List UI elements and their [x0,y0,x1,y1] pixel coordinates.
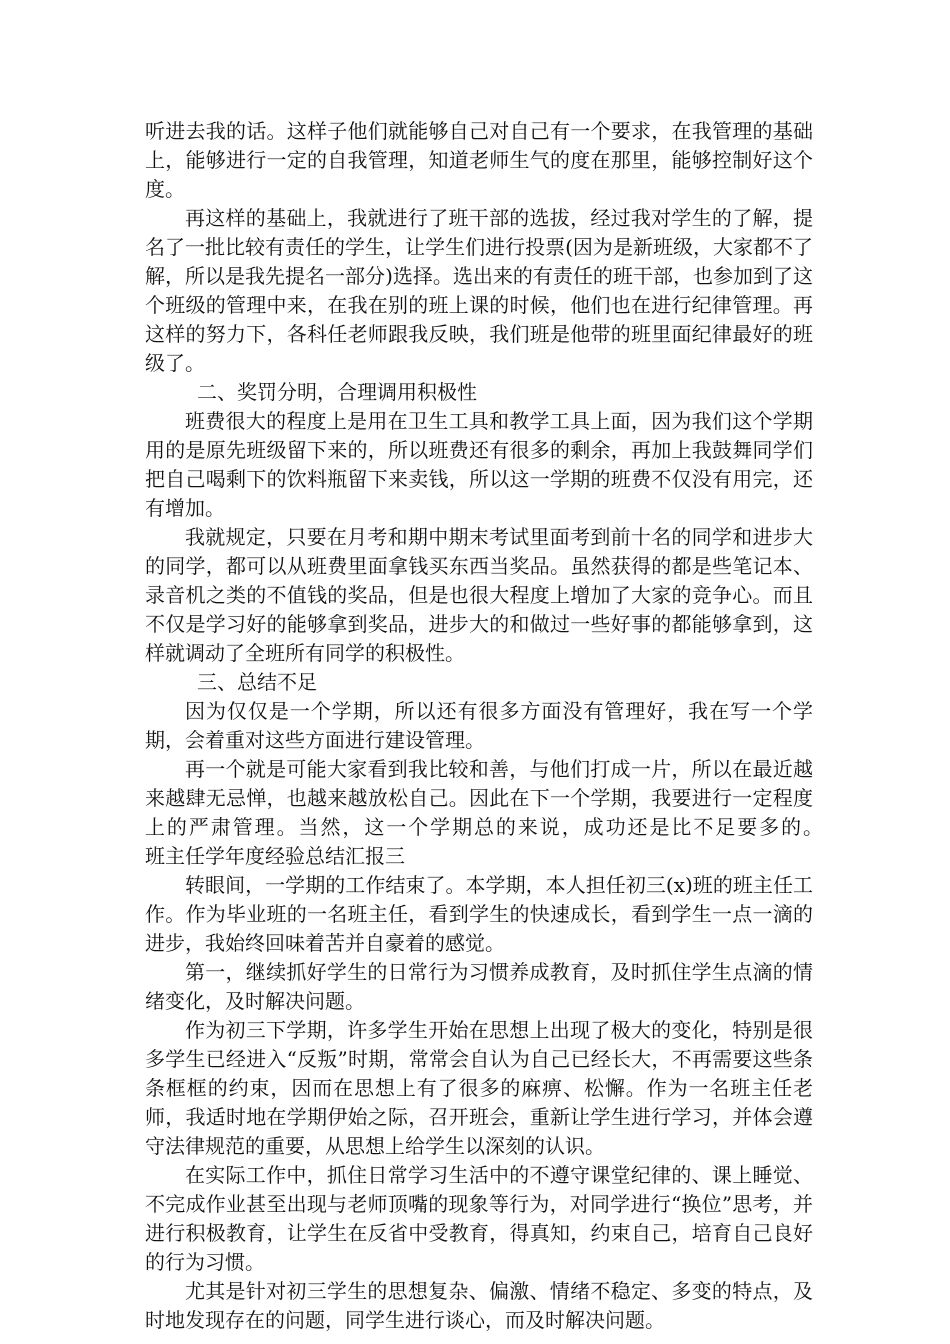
paragraph-10: 在实际工作中，抓住日常学习生活中的不遵守课堂纪律的、课上睡觉、不完成作业甚至出现与老师顶嘴的现象等行为，对同学进行“换位”思考，并进行积极教育，让学生在反省中受教育，得真知，约束自己，培育自己良好的行为习惯。 [145,1163,813,1274]
paragraph-6: 再一个就是可能大家看到我比较和善，与他们打成一片，所以在最近越来越肆无忌惮，也越来越放松自己。因此在下一个学期，我要进行一定程度上的严肃管理。当然，这一个学期总的来说，成功还是比不足要多的。 班主任学年度经验总结汇报三 [145,757,853,868]
paragraph-5: 因为仅仅是一个学期，所以还有很多方面没有管理好，我在写一个学期，会着重对这些方面进行建设管理。 [145,699,813,752]
document-page [145,117,853,1335]
paragraph-4: 我就规定，只要在月考和期中期末考试里面考到前十名的同学和进步大的同学，都可以从班费里面拿钱买东西当奖品。虽然获得的都是些笔记本、录音机之类的不值钱的奖品，但是也很大程度上增加了大家的竞争心。而且不仅是学习好的能够拿到奖品，进步大的和做过一些好事的都能够拿到，这样就调动了全班所有同学的积极性。 [145,525,813,665]
section-heading-3: 三、总结不足 [197,670,317,694]
paragraph-11: 尤其是针对初三学生的思想复杂、偏激、情绪不稳定、多变的特点，及时地发现存在的问题，同学生进行谈心，而及时解决问题。 [145,1279,813,1332]
paragraph-8: 第一，继续抓好学生的日常行为习惯养成教育，及时抓住学生点滴的情绪变化，及时解决问题。 [145,960,813,1013]
paragraph-7: 转眼间，一学期的工作结束了。本学期，本人担任初三(x)班的班主任工作。作为毕业班的一名班主任，看到学生的快速成长，看到学生一点一滴的进步，我始终回味着苦并自豪着的感觉。 [145,873,813,955]
paragraph-1: 听进去我的话。这样子他们就能够自己对自己有一个要求，在我管理的基础上，能够进行一定的自我管理，知道老师生气的度在那里，能够控制好这个度。 [145,119,813,201]
paragraph-2: 再这样的基础上，我就进行了班干部的选拔，经过我对学生的了解，提名了一批比较有责任的学生，让学生们进行投票(因为是新班级，大家都不了解，所以是我先提名一部分)选择。选出来的有责任的班干部，也参加到了这个班级的管理中来，在我在别的班上课的时候，他们也在进行纪律管理。再这样的努力下，各科任老师跟我反映，我们班是他带的班里面纪律最好的班级了。 [145,206,813,375]
paragraph-9: 作为初三下学期，许多学生开始在思想上出现了极大的变化，特别是很多学生已经进入“反叛”时期，常常会自认为自己已经长大，不再需要这些条条框框的约束，因而在思想上有了很多的麻痹、松懈。作为一名班主任老师，我适时地在学期伊始之际，召开班会，重新让学生进行学习，并体会遵守法律规范的重要，从思想上给学生以深刻的认识。 [145,1018,813,1158]
paragraph-3: 班费很大的程度上是用在卫生工具和教学工具上面，因为我们这个学期用的是原先班级留下来的，所以班费还有很多的剩余，再加上我鼓舞同学们把自己喝剩下的饮料瓶留下来卖钱，所以这一学期的班费不仅没有用完，还有增加。 [145,409,813,520]
section-heading-2: 二、奖罚分明，合理调用积极性 [197,380,477,404]
